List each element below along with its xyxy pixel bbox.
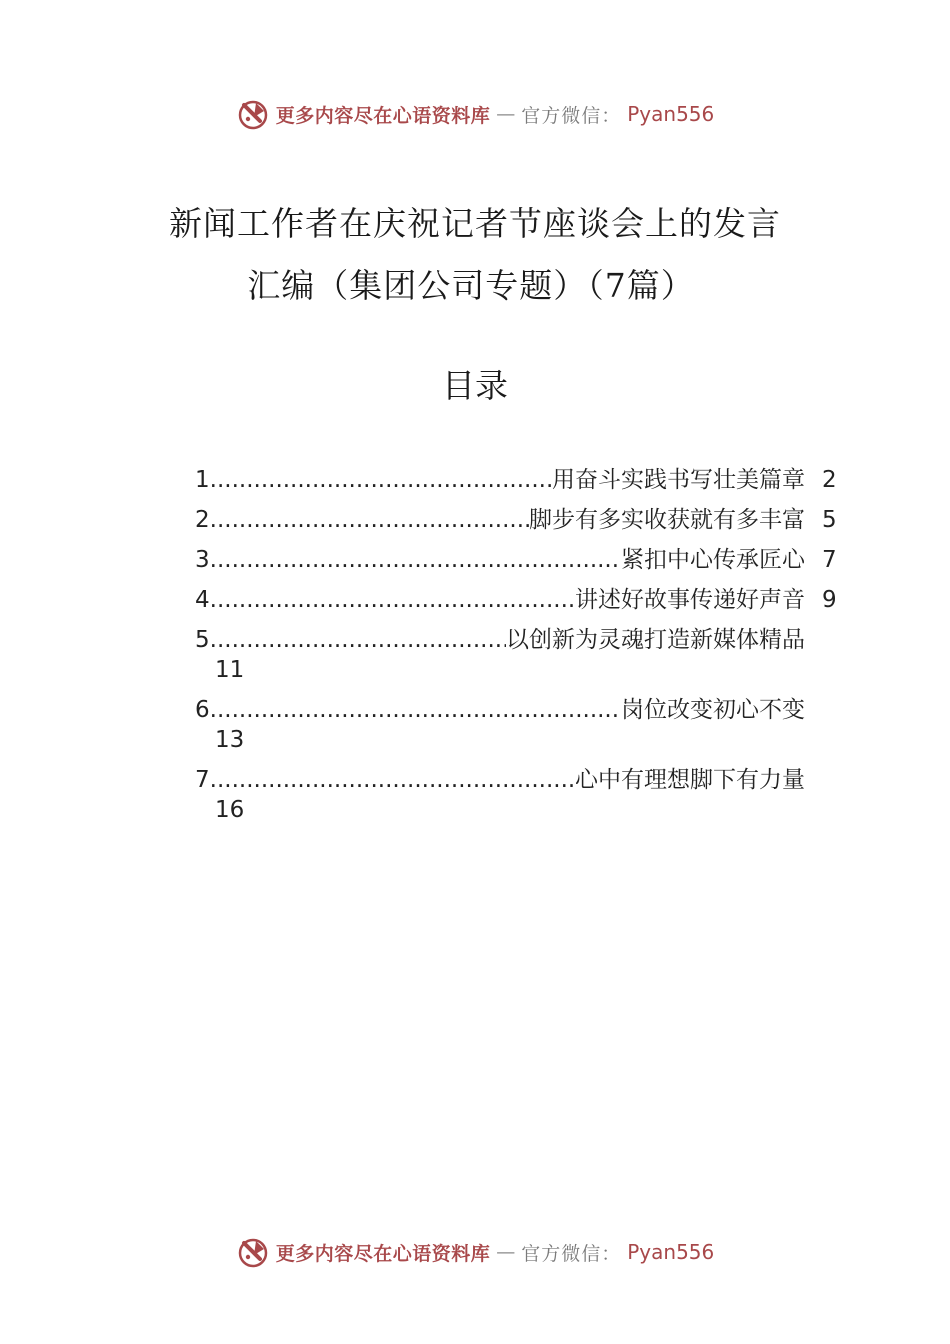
toc-leader-dots [210,580,575,620]
document-title-line2: 汇编（集团公司专题）（7篇） [247,266,695,305]
toc-entry[interactable] [195,690,845,760]
toc-entry[interactable] [195,500,845,540]
toc-entry-title: 心中有理想脚下有力量 [575,767,805,793]
toc-entry-number: 6 [195,697,210,723]
pen-logo-icon [236,97,270,131]
toc-entry[interactable] [195,460,845,500]
banner-separator: — [496,103,516,125]
toc-entry-page: 7 [822,547,837,573]
toc-entry-title: 以创新为灵魂打造新媒体精品 [506,627,805,653]
table-of-contents [195,460,845,830]
toc-entry-page: 11 [215,657,245,683]
toc-entry[interactable] [195,540,845,580]
toc-entry-number: 2 [195,507,210,533]
toc-entry-page: 5 [822,507,837,533]
banner-separator: — [496,1241,516,1263]
toc-entry-number: 1 [195,467,210,493]
promo-text: 更多内容尽在心语资料库 [275,1242,491,1265]
footer-banner [0,1232,950,1272]
toc-leader-dots [210,460,552,500]
toc-entry-page: 2 [822,467,837,493]
toc-leader-dots [210,760,575,800]
toc-entry[interactable] [195,580,845,620]
wechat-id: Pyan556 [627,102,715,126]
toc-entry-number: 7 [195,767,210,793]
toc-entry-title: 脚步有多实收获就有多丰富 [529,507,805,533]
toc-entry-title: 岗位改变初心不变 [621,697,805,723]
toc-entry-number: 5 [195,627,210,653]
toc-entry-title: 用奋斗实践书写壮美篇章 [552,467,805,493]
toc-entry-title: 讲述好故事传递好声音 [575,587,805,613]
document-title-line1: 新闻工作者在庆祝记者节座谈会上的发言 [169,204,781,243]
toc-entry-page: 9 [822,587,837,613]
wechat-label: 官方微信： [521,1242,622,1265]
toc-entry-title: 紧扣中心传承匠心 [621,547,805,573]
toc-heading: 目录 [442,366,508,405]
toc-leader-dots [210,690,621,730]
toc-entry[interactable] [195,760,845,830]
toc-entry[interactable] [195,620,845,690]
toc-entry-page: 13 [215,727,245,753]
toc-leader-dots [210,620,506,660]
toc-leader-dots [210,540,621,580]
wechat-id: Pyan556 [627,1240,715,1264]
pen-logo-icon [236,1235,270,1269]
toc-leader-dots [210,500,529,540]
wechat-label: 官方微信： [521,104,622,127]
toc-entry-number: 3 [195,547,210,573]
toc-entry-number: 4 [195,587,210,613]
header-banner [0,94,950,134]
toc-entry-page: 16 [215,797,245,823]
promo-text: 更多内容尽在心语资料库 [275,104,491,127]
